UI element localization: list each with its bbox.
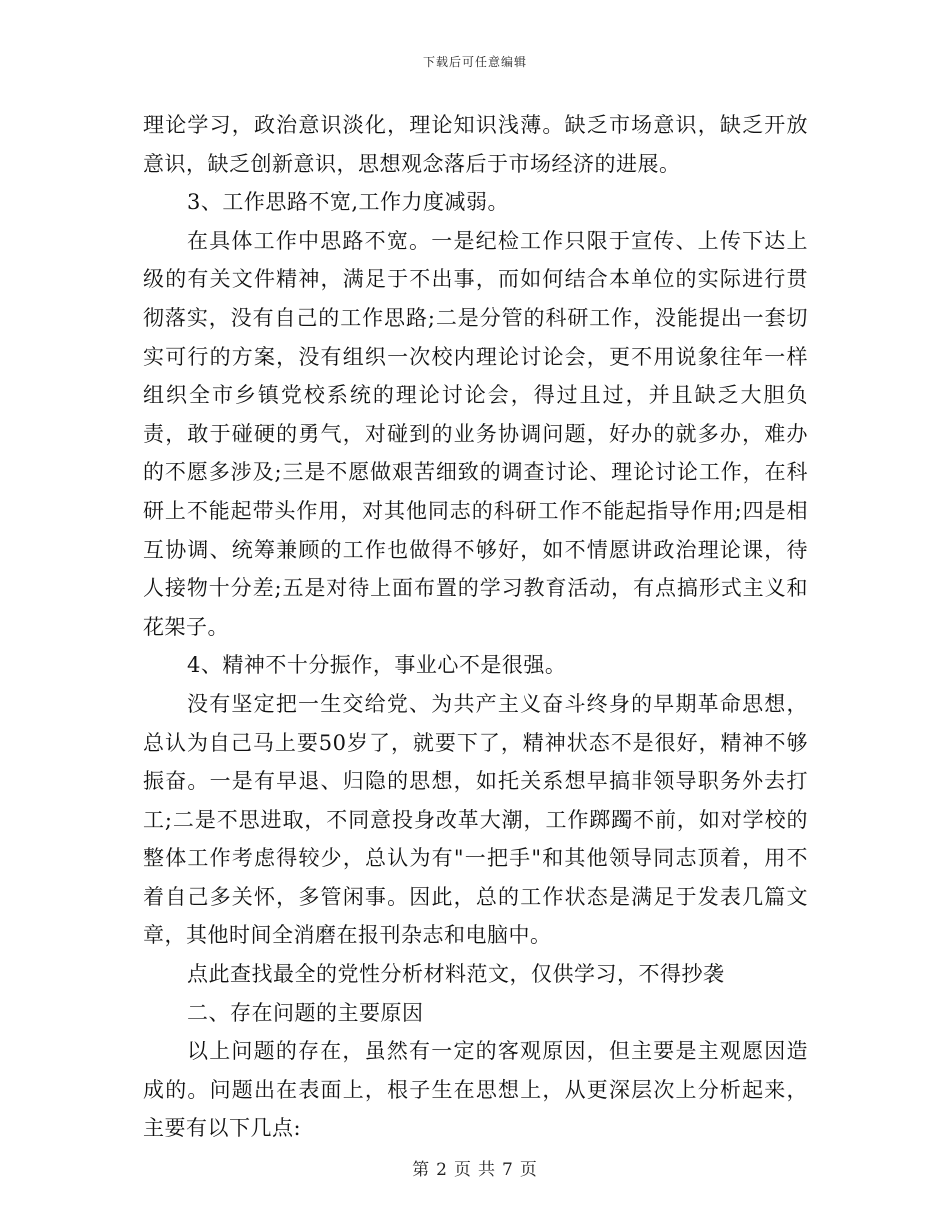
footer-label-gong: 共 [478,1160,496,1180]
footer-current-page: 2 [436,1160,448,1180]
page-header: 下载后可任意编辑 [422,55,527,69]
footer-label-di: 第 [412,1160,431,1180]
paragraph-continuation: 理论学习，政治意识淡化，理论知识浅薄。缺乏市场意识，缺乏开放意识，缺乏创新意识，思想观念落后于市场经济的进展。 [143,113,808,176]
heading-spirit: 4、精神不十分振作，事业心不是很强。 [187,653,567,678]
document-body [143,106,808,1148]
footer-total-pages: 7 [502,1160,514,1180]
footer-label-ye: 页 [454,1160,472,1180]
link-more-samples[interactable]: 点此查找最全的党性分析材料范文，仅供学习，不得抄袭 [187,962,725,987]
footer-label-ye2: 页 [519,1160,538,1180]
paragraph-work-approach: 在具体工作中思路不宽。一是纪检工作只限于宣传、上传下达上级的有关文件精神，满足于不出事，而如何结合本单位的实际进行贯彻落实，没有自己的工作思路;二是分管的科研工作，没能提出一套切实可行的方案，没有组织一次校内理论讨论会，更不用说象往年一样组织全市乡镇党校系统的理论讨论会，得过且过，并且缺乏大胆负责，敢于碰硬的勇气，对碰到的业务协调问题，好办的就多办，难办的不愿多涉及;三是不愿做艰苦细致的调查讨论、理论讨论工作，在科研上不能起带头作用，对其他同志的科研工作不能起指导作用;四是相互协调、统筹兼顾的工作也做得不够好，如不情愿讲政治理论课，待人接物十分差;五是对待上面布置的学习教育活动，有点搞形式主义和花架子。 [143,228,808,639]
heading-work-approach: 3、工作思路不宽,工作力度减弱。 [187,190,510,215]
paragraph-spirit: 没有坚定把一生交给党、为共产主义奋斗终身的早期革命思想，总认为自己马上要50岁了，就要下了，精神状态不是很好，精神不够振奋。一是有早退、归隐的思想，如托关系想早搞非领导职务外去打工;二是不思进取，不同意投身改革大潮，工作踯躅不前，如对学校的整体工作考虑得较少，总认为有"一把手"和其他领导同志顶着，用不着自己多关怀，多管闲事。因此，总的工作状态是满足于发表几篇文章，其他时间全消磨在报刊杂志和电脑中。 [143,691,808,948]
page-footer [0,1155,950,1180]
heading-main-causes: 二、存在问题的主要原因 [187,1000,424,1025]
paragraph-main-causes: 以上问题的存在，虽然有一定的客观原因，但主要是主观愿因造成的。问题出在表面上，根子生在思想上，从更深层次上分析起来，主要有以下几点: [143,1039,808,1141]
